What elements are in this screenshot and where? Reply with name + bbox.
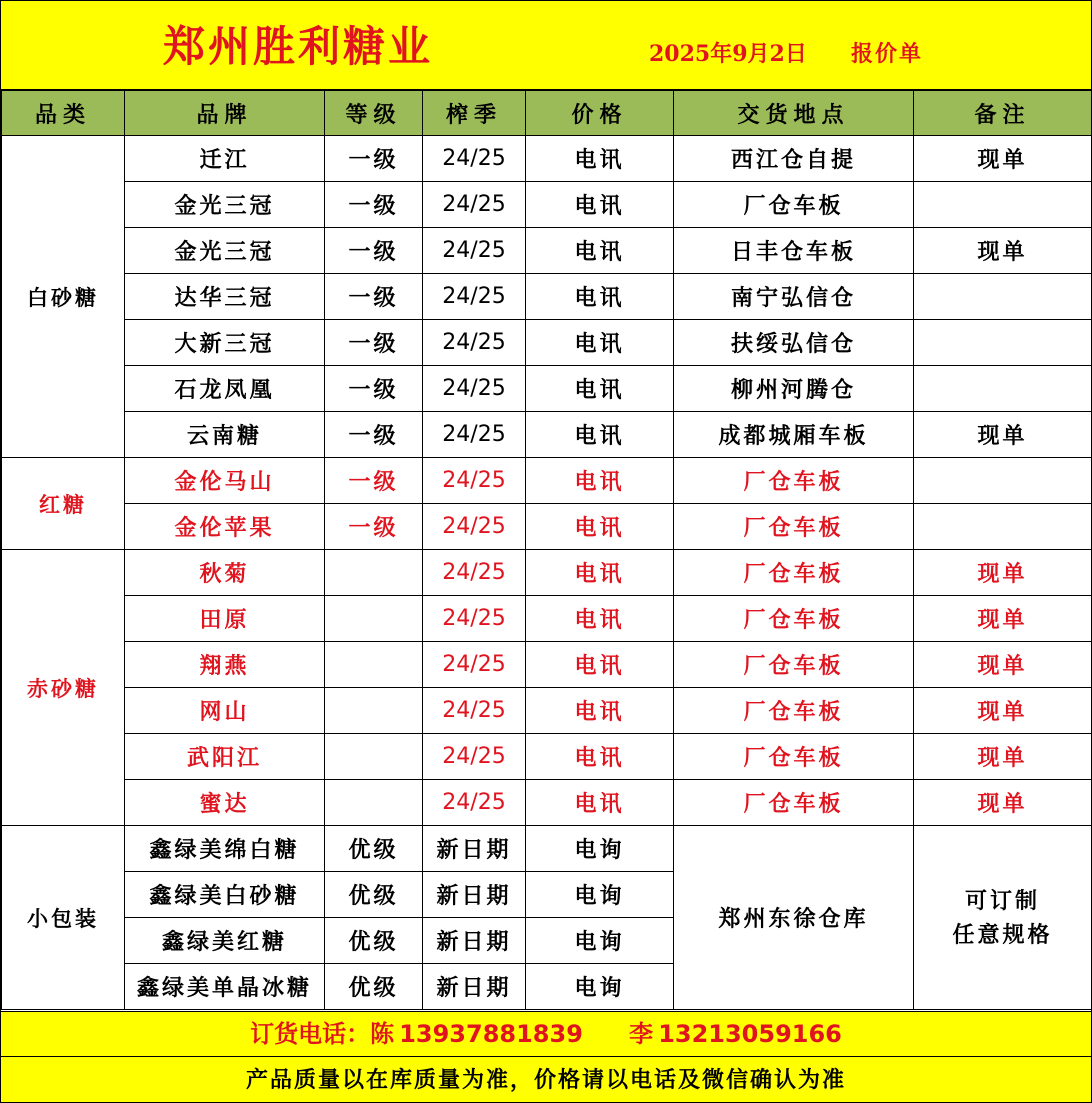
brand-cell: 金光三冠 (125, 228, 325, 274)
grade-cell (325, 780, 423, 826)
brand-cell: 达华三冠 (125, 274, 325, 320)
note-cell (914, 458, 1092, 504)
table-row (2, 366, 1092, 412)
brand-cell: 金光三冠 (125, 182, 325, 228)
brand-cell: 石龙凤凰 (125, 366, 325, 412)
price-cell: 电询 (526, 918, 674, 964)
grade-cell (325, 688, 423, 734)
table-header-row (2, 91, 1092, 136)
price-cell: 电讯 (526, 550, 674, 596)
season-cell: 24/25 (423, 780, 526, 826)
category-small-pack: 小包装 (2, 826, 125, 1010)
pack-note-cell (914, 826, 1092, 1010)
season-cell: 24/25 (423, 734, 526, 780)
season-cell: 24/25 (423, 504, 526, 550)
brand-cell: 金伦马山 (125, 458, 325, 504)
location-cell: 厂仓车板 (674, 642, 914, 688)
price-cell: 电讯 (526, 228, 674, 274)
grade-cell: 一级 (325, 504, 423, 550)
pack-note-line-2: 任意规格 (952, 921, 1053, 948)
season-cell: 24/25 (423, 274, 526, 320)
table-row (2, 136, 1092, 182)
season-cell: 新日期 (423, 964, 526, 1010)
season-cell: 24/25 (423, 688, 526, 734)
table-row (2, 688, 1092, 734)
grade-cell: 一级 (325, 182, 423, 228)
table-row (2, 504, 1092, 550)
price-cell: 电讯 (526, 688, 674, 734)
location-cell: 日丰仓车板 (674, 228, 914, 274)
location-cell: 厂仓车板 (674, 458, 914, 504)
column-header-category: 品类 (2, 91, 125, 136)
price-table (1, 90, 1092, 1010)
brand-cell: 鑫绿美绵白糖 (125, 826, 325, 872)
season-cell: 24/25 (423, 320, 526, 366)
brand-cell: 网山 (125, 688, 325, 734)
season-cell: 24/25 (423, 412, 526, 458)
phone-label: 订货电话：陈 (250, 1019, 395, 1048)
phone-number-2[interactable]: 13213059166 (658, 1020, 842, 1048)
season-cell: 24/25 (423, 642, 526, 688)
price-cell: 电讯 (526, 366, 674, 412)
table-row (2, 320, 1092, 366)
pack-note-line-1: 可订制 (964, 887, 1040, 914)
price-cell: 电询 (526, 964, 674, 1010)
price-cell: 电讯 (526, 596, 674, 642)
location-cell: 成都城厢车板 (674, 412, 914, 458)
price-cell: 电讯 (526, 504, 674, 550)
price-cell: 电询 (526, 872, 674, 918)
price-cell: 电讯 (526, 320, 674, 366)
grade-cell: 一级 (325, 274, 423, 320)
phone-number-1[interactable]: 13937881839 (399, 1020, 583, 1048)
table-row (2, 734, 1092, 780)
note-cell (914, 182, 1092, 228)
location-cell: 厂仓车板 (674, 688, 914, 734)
season-cell: 24/25 (423, 596, 526, 642)
price-cell: 电讯 (526, 734, 674, 780)
grade-cell (325, 642, 423, 688)
location-cell: 厂仓车板 (674, 550, 914, 596)
table-row (2, 596, 1092, 642)
brand-cell: 大新三冠 (125, 320, 325, 366)
note-cell: 现单 (914, 780, 1092, 826)
location-cell: 南宁弘信仓 (674, 274, 914, 320)
season-cell: 新日期 (423, 918, 526, 964)
location-cell: 柳州河腾仓 (674, 366, 914, 412)
note-cell (914, 504, 1092, 550)
grade-cell: 一级 (325, 458, 423, 504)
table-row (2, 826, 1092, 872)
price-cell: 电讯 (526, 642, 674, 688)
table-row (2, 458, 1092, 504)
column-header-note: 备注 (914, 91, 1092, 136)
brand-cell: 蜜达 (125, 780, 325, 826)
season-cell: 24/25 (423, 458, 526, 504)
note-cell: 现单 (914, 734, 1092, 780)
table-row (2, 780, 1092, 826)
column-header-price: 价格 (526, 91, 674, 136)
note-cell (914, 320, 1092, 366)
grade-cell: 一级 (325, 320, 423, 366)
location-cell: 西江仓自提 (674, 136, 914, 182)
note-cell: 现单 (914, 136, 1092, 182)
column-header-location: 交货地点 (674, 91, 914, 136)
season-cell: 新日期 (423, 872, 526, 918)
grade-cell: 一级 (325, 366, 423, 412)
brand-cell: 田原 (125, 596, 325, 642)
grade-cell (325, 550, 423, 596)
column-header-brand: 品牌 (125, 91, 325, 136)
grade-cell (325, 596, 423, 642)
season-cell: 新日期 (423, 826, 526, 872)
price-cell: 电询 (526, 826, 674, 872)
price-cell: 电讯 (526, 458, 674, 504)
note-cell (914, 274, 1092, 320)
note-cell: 现单 (914, 642, 1092, 688)
grade-cell: 优级 (325, 826, 423, 872)
category-raw-sugar: 赤砂糖 (2, 550, 125, 826)
table-row (2, 228, 1092, 274)
grade-cell: 优级 (325, 964, 423, 1010)
category-brown-sugar: 红糖 (2, 458, 125, 550)
location-cell: 厂仓车板 (674, 182, 914, 228)
note-cell: 现单 (914, 550, 1092, 596)
location-cell: 厂仓车板 (674, 734, 914, 780)
grade-cell: 一级 (325, 412, 423, 458)
location-cell: 厂仓车板 (674, 780, 914, 826)
location-cell: 厂仓车板 (674, 596, 914, 642)
grade-cell: 一级 (325, 228, 423, 274)
table-row (2, 182, 1092, 228)
table-row (2, 412, 1092, 458)
grade-cell: 一级 (325, 136, 423, 182)
note-cell: 现单 (914, 228, 1092, 274)
title-banner (1, 1, 1091, 90)
season-cell: 24/25 (423, 366, 526, 412)
grade-cell: 优级 (325, 918, 423, 964)
document-type: 报价单 (851, 41, 924, 67)
category-white-sugar: 白砂糖 (2, 136, 125, 458)
season-cell: 24/25 (423, 228, 526, 274)
brand-cell: 鑫绿美单晶冰糖 (125, 964, 325, 1010)
pack-location-cell: 郑州东徐仓库 (674, 826, 914, 1010)
brand-cell: 翔燕 (125, 642, 325, 688)
brand-cell: 鑫绿美白砂糖 (125, 872, 325, 918)
grade-cell: 优级 (325, 872, 423, 918)
brand-cell: 金伦苹果 (125, 504, 325, 550)
price-cell: 电讯 (526, 274, 674, 320)
brand-cell: 武阳江 (125, 734, 325, 780)
column-header-season: 榨季 (423, 91, 526, 136)
table-row (2, 274, 1092, 320)
company-name: 郑州胜利糖业 (163, 22, 434, 71)
note-cell: 现单 (914, 688, 1092, 734)
note-cell: 现单 (914, 412, 1092, 458)
location-cell: 厂仓车板 (674, 504, 914, 550)
price-cell: 电讯 (526, 412, 674, 458)
note-cell: 现单 (914, 596, 1092, 642)
price-cell: 电讯 (526, 136, 674, 182)
order-phone-bar (1, 1011, 1091, 1057)
table-row (2, 550, 1092, 596)
quote-date: 2025年9月2日 (649, 41, 807, 67)
note-cell (914, 366, 1092, 412)
price-cell: 电讯 (526, 182, 674, 228)
column-header-grade: 等级 (325, 91, 423, 136)
table-row (2, 642, 1092, 688)
grade-cell (325, 734, 423, 780)
disclaimer: 产品质量以在库质量为准，价格请以电话及微信确认为准 (1, 1057, 1091, 1102)
price-cell: 电讯 (526, 780, 674, 826)
contact-2-name: 李 (629, 1019, 654, 1048)
brand-cell: 云南糖 (125, 412, 325, 458)
brand-cell: 迁江 (125, 136, 325, 182)
season-cell: 24/25 (423, 136, 526, 182)
location-cell: 扶绥弘信仓 (674, 320, 914, 366)
season-cell: 24/25 (423, 550, 526, 596)
brand-cell: 鑫绿美红糖 (125, 918, 325, 964)
season-cell: 24/25 (423, 182, 526, 228)
brand-cell: 秋菊 (125, 550, 325, 596)
